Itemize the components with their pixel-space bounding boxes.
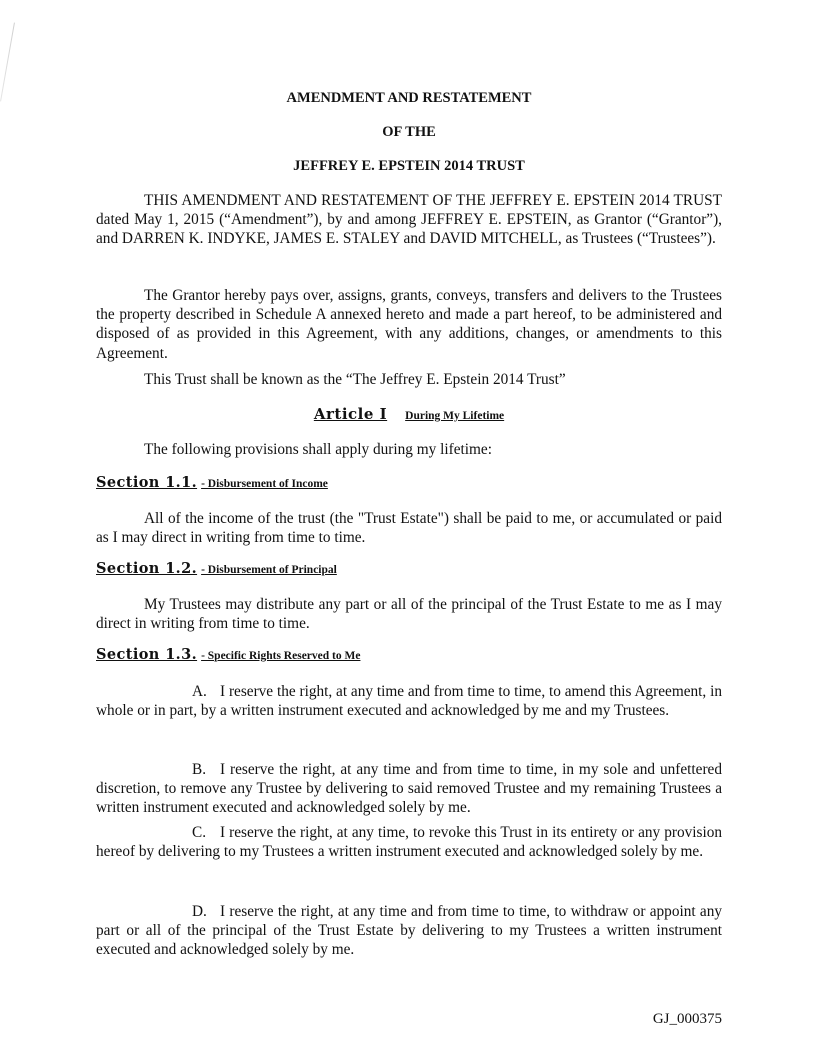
section-1-2-label: Section 1.2. (96, 560, 198, 577)
title-line-3: JEFFREY E. EPSTEIN 2014 TRUST (293, 158, 525, 174)
item-d-text: I reserve the right, at any time and from time to time, to withdraw or appoint any part or all of the principal of the Trust Estate by delivering to my Trustees a written instrument executed and acknowledged solely by me. (96, 903, 722, 959)
section-1-2-text: My Trustees may distribute any part or all of the principal of the Trust Estate to me as I may direct in writing from time to time. (96, 596, 722, 633)
item-c-letter: C. (192, 824, 207, 841)
item-a-text: I reserve the right, at any time and from time to time, to amend this Agreement, in whole or in part, by a written instrument executed and acknowledged by me and my Trustees. (96, 683, 722, 720)
item-a-letter: A. (192, 683, 207, 700)
section-1-3-item-c (96, 823, 722, 861)
document-page (96, 0, 722, 1056)
conveyance-paragraph: The Grantor hereby pays over, assigns, grants, conveys, transfers and delivers to the Trustees the property described in Schedule A annexed hereto and made a part hereof, to be administered and disposed of as provided in this Agreement, with any additions, changes, or amendments to this Agreement. (96, 287, 722, 362)
scan-artifact-line (0, 23, 15, 102)
article-1-heading (96, 405, 722, 424)
section-1-1-label: Section 1.1. (96, 474, 198, 491)
item-c-text: I reserve the right, at any time, to revoke this Trust in its entirety or any provision hereof by delivering to my Trustees a written instrument executed and acknowledged solely by me. (96, 824, 722, 861)
item-d-letter: D. (192, 903, 207, 920)
section-1-3-heading (96, 646, 360, 664)
section-1-1-title: - Disbursement of Income (201, 478, 328, 490)
article-1-label: Article I (313, 405, 388, 423)
title-line-1: AMENDMENT AND RESTATEMENT (286, 90, 532, 106)
article-1-title: During My Lifetime (405, 410, 505, 422)
trust-name-paragraph: This Trust shall be known as the “The Jeffrey E. Epstein 2014 Trust” (144, 371, 566, 388)
section-1-2-title: - Disbursement of Principal (201, 564, 337, 576)
title-line-2: OF THE (382, 124, 436, 140)
section-1-2-heading (96, 560, 337, 578)
section-1-3-item-d (96, 902, 722, 960)
section-1-3-item-a (96, 682, 722, 720)
item-b-letter: B. (192, 761, 207, 778)
item-b-text: I reserve the right, at any time and from time to time, in my sole and unfettered discretion, to remove any Trustee by delivering to said removed Trustee and my remaining Trustees a written instrument executed and acknowledged solely by me. (96, 761, 722, 817)
section-1-3-label: Section 1.3. (96, 646, 198, 663)
section-1-3-title: - Specific Rights Reserved to Me (201, 650, 361, 662)
article-1-intro: The following provisions shall apply during my lifetime: (144, 441, 492, 458)
bates-number: GJ_000375 (652, 1011, 722, 1027)
section-1-1-heading (96, 474, 328, 492)
preamble-paragraph: THIS AMENDMENT AND RESTATEMENT OF THE JEFFREY E. EPSTEIN 2014 TRUST dated May 1, 2015 (“Amendment”), by and among JEFFREY E. EPSTEIN, as Grantor (“Grantor”), and DARREN K. INDYKE, JAMES E. STALEY and DAVID MITCHELL, as Trustees (“Trustees”). (96, 192, 722, 248)
section-1-1-text: All of the income of the trust (the "Trust Estate") shall be paid to me, or accumulated or paid as I may direct in writing from time to time. (96, 510, 722, 547)
section-1-3-item-b (96, 760, 722, 818)
